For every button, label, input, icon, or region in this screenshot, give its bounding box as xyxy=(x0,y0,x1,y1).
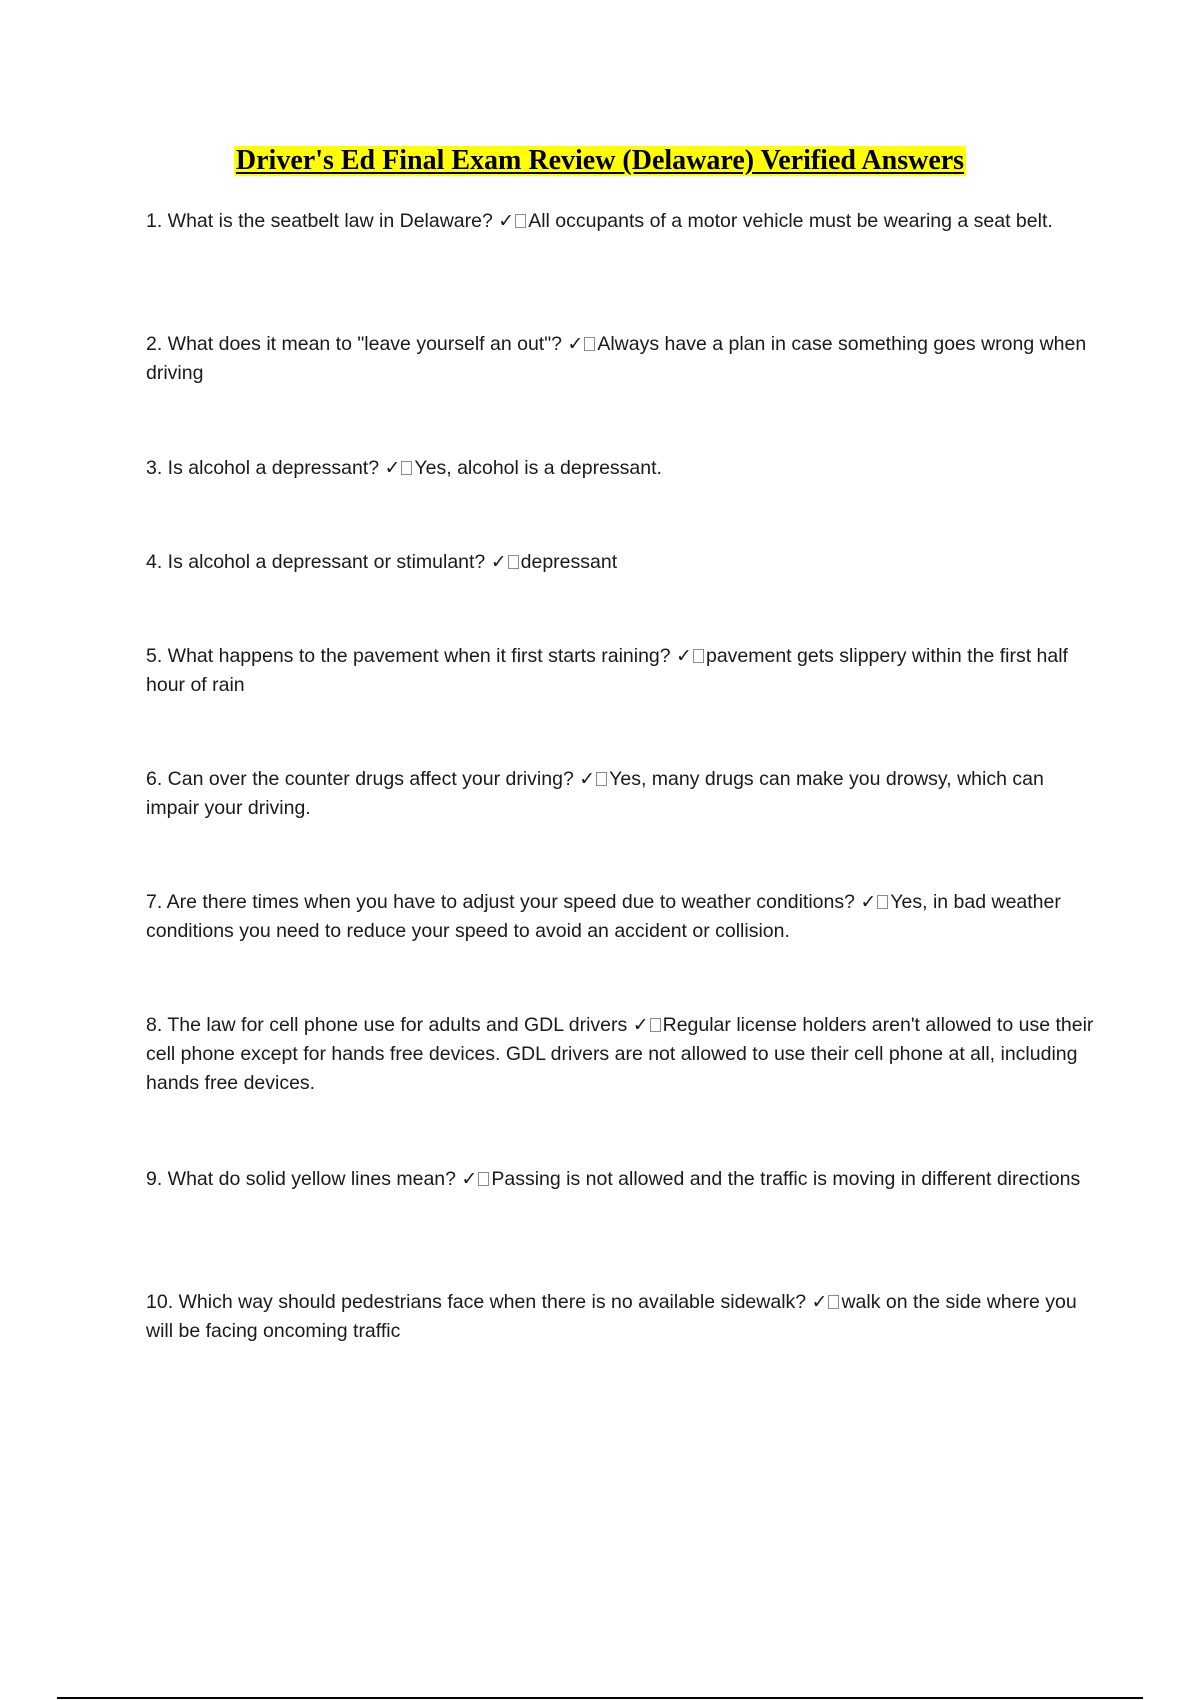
check-icon: ✓ xyxy=(579,768,596,790)
answer-text: depressant xyxy=(520,551,618,573)
check-icon: ✓ xyxy=(860,891,877,913)
qa-item xyxy=(146,1288,1096,1346)
qa-item xyxy=(146,454,1096,483)
qa-item xyxy=(146,888,1096,946)
box-icon xyxy=(650,1018,661,1032)
qa-item xyxy=(146,548,1096,577)
answer-text: Yes, in bad weather conditions you need to reduce your speed to avoid an accident or collision. xyxy=(146,891,1061,942)
check-icon: ✓ xyxy=(384,457,401,479)
answer-text: All occupants of a motor vehicle must be wearing a seat belt. xyxy=(528,210,1053,232)
document-title: Driver's Ed Final Exam Review (Delaware) Verified Answers xyxy=(235,145,965,176)
qa-item xyxy=(146,765,1096,823)
check-icon: ✓ xyxy=(567,333,584,355)
check-icon: ✓ xyxy=(632,1014,649,1036)
answer-text: Regular license holders aren't allowed to use their cell phone except for hands free devices. GDL drivers are not allowed to use their cell phone at all, including hands free devices. xyxy=(146,1014,1094,1094)
box-icon xyxy=(478,1172,489,1186)
answer-text: Always have a plan in case something goes wrong when driving xyxy=(146,333,1087,384)
answer-text: pavement gets slippery within the first half hour of rain xyxy=(146,645,1068,696)
question-text: 3. Is alcohol a depressant? xyxy=(146,457,380,479)
box-icon xyxy=(401,461,412,475)
question-text: 7. Are there times when you have to adjust your speed due to weather conditions? xyxy=(146,891,855,913)
question-text: 5. What happens to the pavement when it first starts raining? xyxy=(146,645,671,667)
check-icon: ✓ xyxy=(490,551,507,573)
box-icon xyxy=(877,895,888,909)
qa-item xyxy=(146,1011,1096,1098)
question-text: 10. Which way should pedestrians face when there is no available sidewalk? xyxy=(146,1291,807,1313)
box-icon xyxy=(693,649,704,663)
check-icon: ✓ xyxy=(461,1168,478,1190)
check-icon: ✓ xyxy=(676,645,692,667)
question-text: 2. What does it mean to "leave yourself an out"? xyxy=(146,333,562,355)
box-icon xyxy=(508,555,519,569)
title-container xyxy=(0,146,1200,176)
qa-item xyxy=(146,1165,1096,1194)
qa-item xyxy=(146,330,1096,388)
check-icon: ✓ xyxy=(498,210,515,232)
box-icon xyxy=(828,1295,839,1309)
qa-item xyxy=(146,642,1096,700)
answer-text: Passing is not allowed and the traffic is moving in different directions xyxy=(491,1168,1081,1190)
box-icon xyxy=(515,214,526,228)
box-icon xyxy=(584,337,595,351)
question-text: 9. What do solid yellow lines mean? xyxy=(146,1168,456,1190)
question-text: 6. Can over the counter drugs affect your driving? xyxy=(146,768,574,790)
answer-text: walk on the side where you will be facing oncoming traffic xyxy=(146,1291,1077,1342)
box-icon xyxy=(596,772,607,786)
qa-item xyxy=(146,207,1096,236)
check-icon: ✓ xyxy=(811,1291,828,1313)
question-text: 4. Is alcohol a depressant or stimulant? xyxy=(146,551,486,573)
question-text: 8. The law for cell phone use for adults and GDL drivers xyxy=(146,1014,628,1036)
footer-divider xyxy=(57,1697,1143,1699)
answer-text: Yes, alcohol is a depressant. xyxy=(414,457,662,479)
answer-text: Yes, many drugs can make you drowsy, which can impair your driving. xyxy=(146,768,1044,819)
question-text: 1. What is the seatbelt law in Delaware? xyxy=(146,210,493,232)
